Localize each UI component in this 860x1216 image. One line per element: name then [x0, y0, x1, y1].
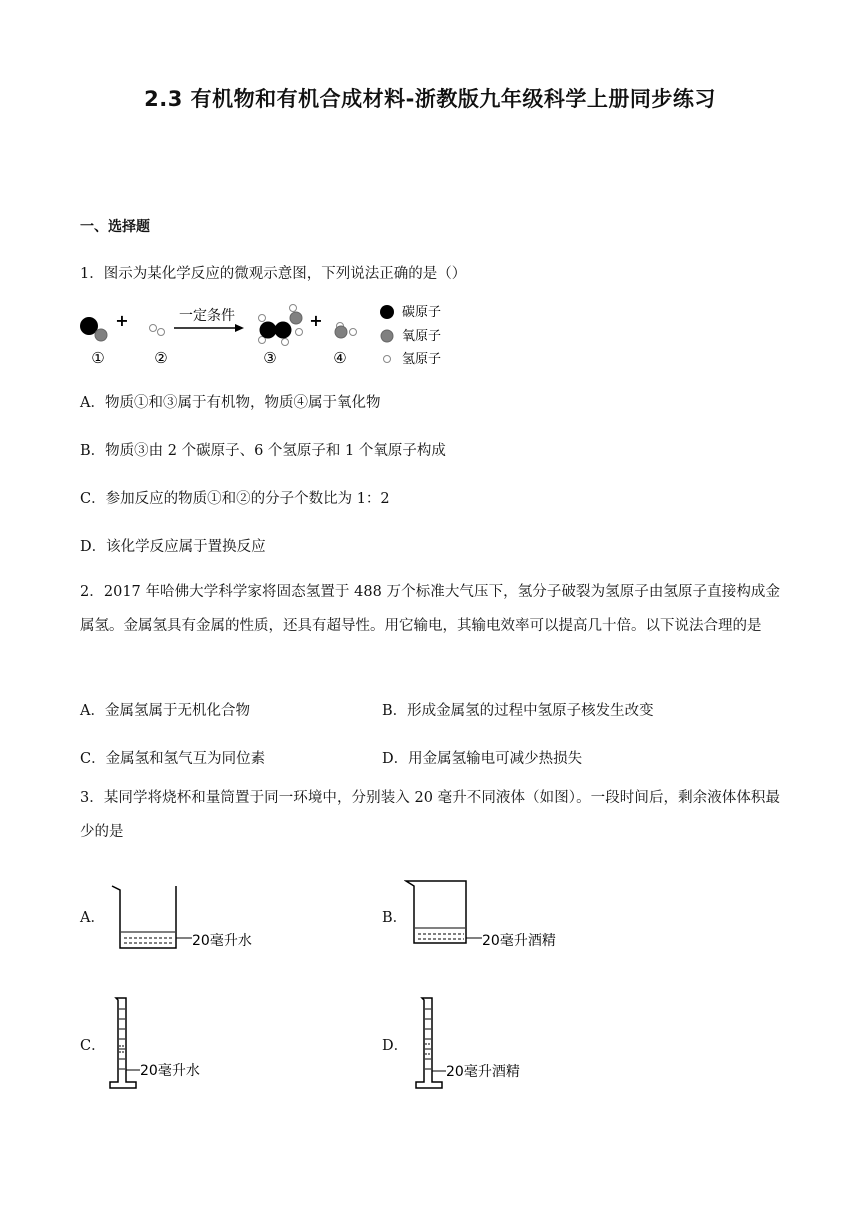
molecule-1 — [81, 318, 108, 342]
q2-option-a: A．金属氢属于无机化合物 — [80, 703, 250, 719]
reaction-diagram — [78, 296, 458, 372]
legend-carbon: 碳原子 — [402, 305, 442, 320]
q3-option-a-beaker — [108, 880, 268, 955]
q3-option-c-label: 20毫升水 — [140, 1063, 200, 1079]
q2-option-d: D．用金属氢输电可减少热损失 — [382, 751, 583, 767]
q2-option-b: B．形成金属氢的过程中氢原子核发生改变 — [382, 703, 654, 719]
q3-option-a-letter: A． — [80, 910, 105, 926]
plus-sign-2: + — [309, 311, 323, 330]
arrow-label: 一定条件 — [179, 308, 235, 324]
plus-sign-1: + — [115, 311, 129, 330]
q1-option-c: C．参加反应的物质①和②的分子个数比为 1：2 — [80, 491, 390, 507]
q3-option-c-cylinder — [104, 994, 244, 1094]
question-1-stem: 1．图示为某化学反应的微观示意图，下列说法正确的是（） — [80, 266, 467, 282]
label-2: ② — [154, 349, 168, 367]
legend — [380, 304, 441, 367]
molecule-2 — [150, 325, 165, 336]
q3-option-d-cylinder — [410, 994, 560, 1094]
q1-option-d: D．该化学反应属于置换反应 — [80, 539, 266, 555]
q1-option-a: A．物质①和③属于有机物，物质④属于氧化物 — [80, 395, 381, 411]
molecule-3 — [259, 305, 303, 346]
q3-option-d-letter: D． — [382, 1038, 409, 1054]
label-1: ① — [91, 349, 105, 367]
label-3: ③ — [263, 349, 277, 367]
molecule-4 — [335, 323, 357, 339]
q3-option-b-letter: B． — [382, 910, 408, 926]
section-heading: 一、选择题 — [80, 219, 150, 235]
page-title: 2.3 有机物和有机合成材料-浙教版九年级科学上册同步练习 — [144, 87, 716, 111]
q3-option-d-label: 20毫升酒精 — [446, 1064, 520, 1080]
q2-option-c: C．金属氢和氢气互为同位素 — [80, 751, 266, 767]
legend-oxygen: 氧原子 — [402, 329, 442, 344]
legend-hydrogen: 氢原子 — [402, 352, 442, 367]
q1-option-b: B．物质③由 2 个碳原子、6 个氢原子和 1 个氧原子构成 — [80, 443, 446, 459]
label-4: ④ — [333, 349, 347, 367]
q3-option-a-label: 20毫升水 — [192, 933, 252, 949]
question-3-stem: 3．某同学将烧杯和量筒置于同一环境中，分别装入 20 毫升不同液体（如图）。一段时间后，剩余液体体积最少的是 — [80, 790, 780, 840]
q3-option-b-beaker — [404, 878, 574, 953]
question-2-stem: 2．2017 年哈佛大学科学家将固态氢置于 488 万个标准大气压下，氢分子破裂为氢原子由氢原子直接构成金属氢。金属氢具有金属的性质，还具有超导性。用它输电，其输电效率可以提高几十倍。以下说法合理的是 — [80, 584, 780, 634]
q3-option-c-letter: C． — [80, 1038, 106, 1054]
q3-option-b-label: 20毫升酒精 — [482, 933, 556, 949]
